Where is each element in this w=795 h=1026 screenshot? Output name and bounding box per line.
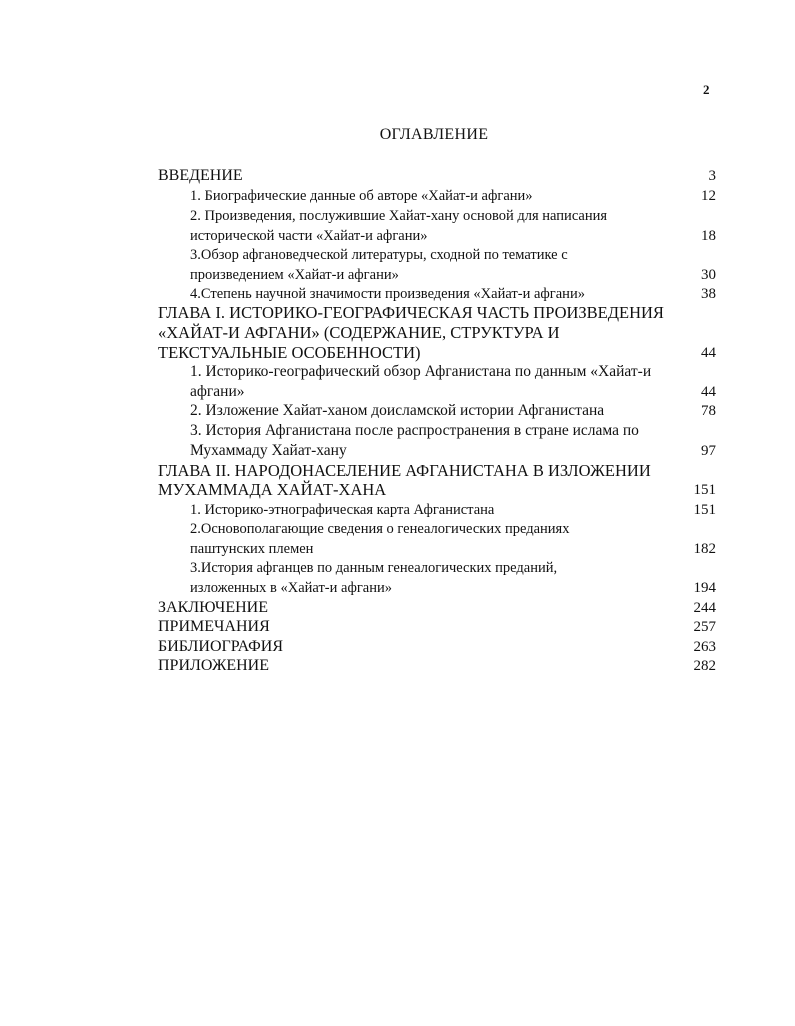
toc-entry-intro-2-line2: исторической части «Хайат-и афгани» <box>190 228 428 244</box>
toc-entry-bibliography: БИБЛИОГРАФИЯ <box>158 638 284 655</box>
toc-chapter-1-line1: ГЛАВА I. ИСТОРИКО-ГЕОГРАФИЧЕСКАЯ ЧАСТЬ ПРОИЗВЕДЕНИЯ <box>158 303 664 322</box>
toc-entry-ch2-3-line2: изложенных в «Хайат-и афгани» <box>190 580 392 596</box>
toc-entry-ch2-2-line2: паштунских племен <box>190 541 314 557</box>
toc-entry-notes: ПРИМЕЧАНИЯ <box>158 618 270 635</box>
toc-page-ch1-2: 78 <box>701 403 716 419</box>
toc-entry-appendix: ПРИЛОЖЕНИЕ <box>158 657 270 674</box>
toc-entry-ch1-2: 2. Изложение Хайат-ханом доисламской истории Афганистана <box>190 402 605 419</box>
toc-entry-ch2-1: 1. Историко-этнографическая карта Афганистана <box>190 502 495 518</box>
toc-chapter-2-line2: МУХАММАДА ХАЙАТ-ХАНА <box>158 480 387 499</box>
toc-entry-intro-1: 1. Биографические данные об авторе «Хайат-и афгани» <box>190 188 533 204</box>
toc-entry-intro-2-line1: 2. Произведения, послужившие Хайат-хану основой для написания <box>190 208 608 224</box>
toc-page-ch1-1: 44 <box>701 384 716 400</box>
page-number: 2 <box>703 82 710 97</box>
toc-page-conclusion: 244 <box>693 600 716 616</box>
toc-entry-intro-4: 4.Степень научной значимости произведения «Хайат-и афгани» <box>190 286 585 302</box>
toc-page-ch1-3: 97 <box>701 443 716 459</box>
toc-page-chapter-2: 151 <box>693 482 716 498</box>
toc-entry-intro: ВВЕДЕНИЕ <box>158 167 243 184</box>
toc-page-chapter-1: 44 <box>701 345 716 361</box>
toc-chapter-1-line3: ТЕКСТУАЛЬНЫЕ ОСОБЕННОСТИ) <box>158 343 421 362</box>
toc-entry-ch1-3-line2: Мухаммаду Хайат-хану <box>190 442 347 459</box>
toc-page-intro-1: 12 <box>701 188 716 204</box>
toc-page-intro-4: 38 <box>701 286 716 302</box>
toc-entry-conclusion: ЗАКЛЮЧЕНИЕ <box>158 599 268 616</box>
toc-page-ch2-1: 151 <box>693 502 716 518</box>
toc-entry-ch1-1-line2: афгани» <box>190 383 245 400</box>
toc-entry-ch2-2-line1: 2.Основополагающие сведения о генеалогических преданиях <box>190 521 570 537</box>
toc-page-intro: 3 <box>708 168 716 184</box>
toc-page-notes: 257 <box>693 619 716 635</box>
toc-page-ch2-3: 194 <box>693 580 716 596</box>
toc-entry-intro-3-line1: 3.Обзор афгановедческой литературы, сходной по тематике с <box>190 247 568 263</box>
toc-entry-ch1-1-line1: 1. Историко-географический обзор Афганистана по данным «Хайат-и <box>190 363 652 380</box>
toc-page-bibliography: 263 <box>693 639 716 655</box>
toc-entry-intro-3-line2: произведением «Хайат-и афгани» <box>190 267 399 283</box>
toc-title: ОГЛАВЛЕНИЕ <box>379 126 489 143</box>
toc-page-ch2-2: 182 <box>693 541 716 557</box>
toc-page-intro-2: 18 <box>701 228 716 244</box>
toc-chapter-2-line1: ГЛАВА II. НАРОДОНАСЕЛЕНИЕ АФГАНИСТАНА В ИЗЛОЖЕНИИ <box>158 461 651 480</box>
toc-entry-ch2-3-line1: 3.История афганцев по данным генеалогических преданий, <box>190 560 558 576</box>
toc-page-intro-3: 30 <box>701 267 716 283</box>
toc-page-appendix: 282 <box>693 658 716 674</box>
toc-chapter-1-line2: «ХАЙАТ-И АФГАНИ» (СОДЕРЖАНИЕ, СТРУКТУРА И <box>158 323 560 342</box>
toc-entry-ch1-3-line1: 3. История Афганистана после распространения в стране ислама по <box>190 422 639 439</box>
